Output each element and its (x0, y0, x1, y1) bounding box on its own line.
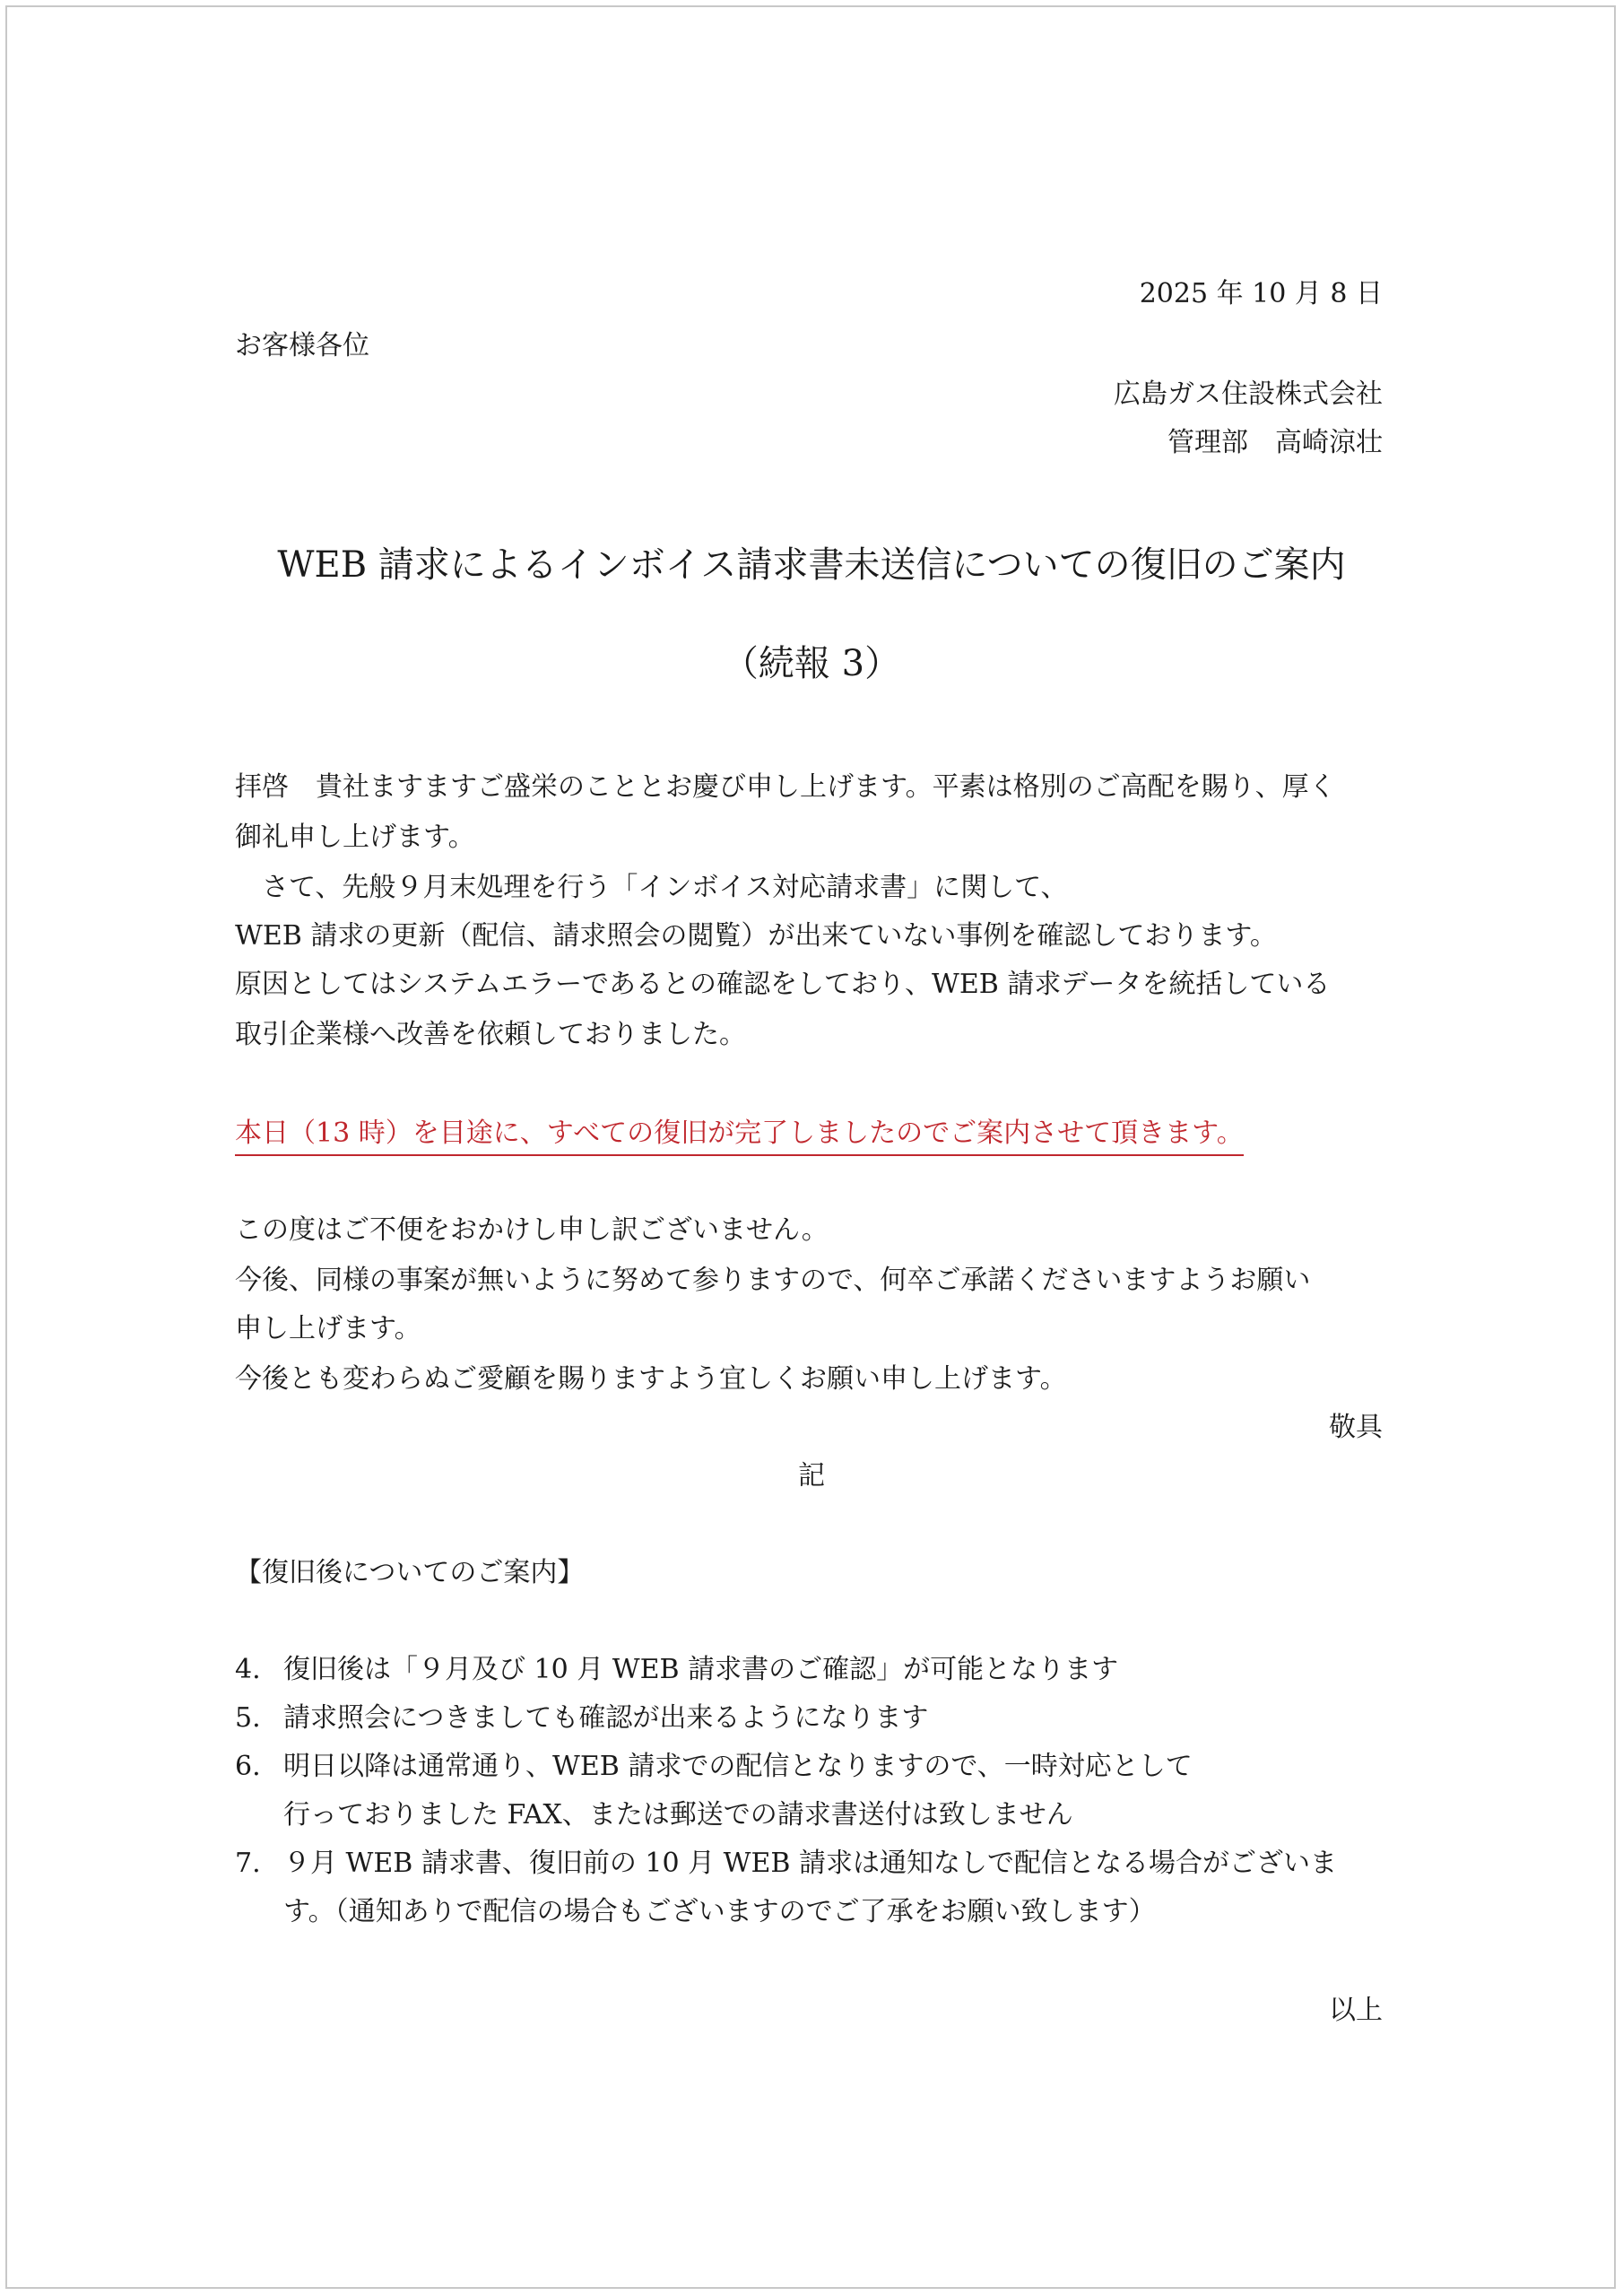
body-line: この度はご不便をおかけし申し訳ございません。 (235, 1214, 829, 1246)
body-line: 取引企業様へ改善を依頼しておりました。 (235, 1019, 746, 1050)
body-line: 拝啓 貴社ますますご盛栄のこととお慶び申し上げます。平素は格別のご高配を賜り、厚く (235, 771, 1336, 803)
body-line: WEB 請求の更新（配信、請求照会の閲覧）が出来ていない事例を確認しております。 (235, 920, 1277, 952)
list-item-number: 7. (235, 1848, 261, 1879)
highlight-text: 本日（13 時）を目途に、すべての復旧が完了しましたのでご案内させて頂きます。 (235, 1118, 1244, 1156)
document-title: WEB 請求によるインボイス請求書未送信についての復旧のご案内 (277, 544, 1346, 586)
list-item-text: ９月 WEB 請求書、復旧前の 10 月 WEB 請求は通知なしで配信となる場合がございま (283, 1848, 1337, 1879)
highlight-notice (235, 1116, 1244, 1152)
body-line: 今後とも変わらぬご愛顧を賜りますよう宜しくお願い申し上げます。 (235, 1363, 1067, 1395)
list-item-text: 明日以降は通常通り、WEB 請求での配信となりますので、一時対応として (283, 1751, 1193, 1782)
list-item-text: す。（通知ありで配信の場合もございますのでご了承をお願い致します） (283, 1896, 1156, 1927)
list-item-number: 6. (235, 1751, 261, 1782)
list-item-number: 4. (235, 1654, 261, 1685)
body-line: 原因としてはシステムエラーであるとの確認をしており、WEB 請求データを統括している (235, 969, 1331, 1000)
list-item-text: 行っておりました FAX、または郵送での請求書送付は致しません (283, 1799, 1073, 1831)
body-line: さて、先般９月末処理を行う「インボイス対応請求書」に関して、 (235, 872, 1068, 903)
recipient: お客様各位 (235, 330, 369, 361)
document-date: 2025 年 10 月 8 日 (1139, 278, 1383, 309)
ki-mark: 記 (798, 1460, 825, 1492)
section-heading: 【復旧後についてのご案内】 (235, 1557, 585, 1588)
company-name: 広島ガス住設株式会社 (1114, 378, 1383, 410)
body-line: 申し上げます。 (235, 1313, 421, 1344)
department-person: 管理部 高崎涼壮 (1167, 427, 1383, 458)
list-item-text: 請求照会につきましても確認が出来るようになります (283, 1702, 929, 1734)
closing-keigu: 敬具 (1329, 1412, 1383, 1443)
body-line: 御礼申し上げます。 (235, 822, 475, 853)
list-item-number: 5. (235, 1702, 261, 1734)
document-subtitle: （続報 3） (722, 643, 901, 684)
closing-ijou: 以上 (1329, 1995, 1383, 2026)
list-item-text: 復旧後は「９月及び 10 月 WEB 請求書のご確認」が可能となります (283, 1654, 1119, 1685)
body-line: 今後、同様の事案が無いように努めて参りますので、何卒ご承諾くださいますようお願い (235, 1265, 1311, 1296)
